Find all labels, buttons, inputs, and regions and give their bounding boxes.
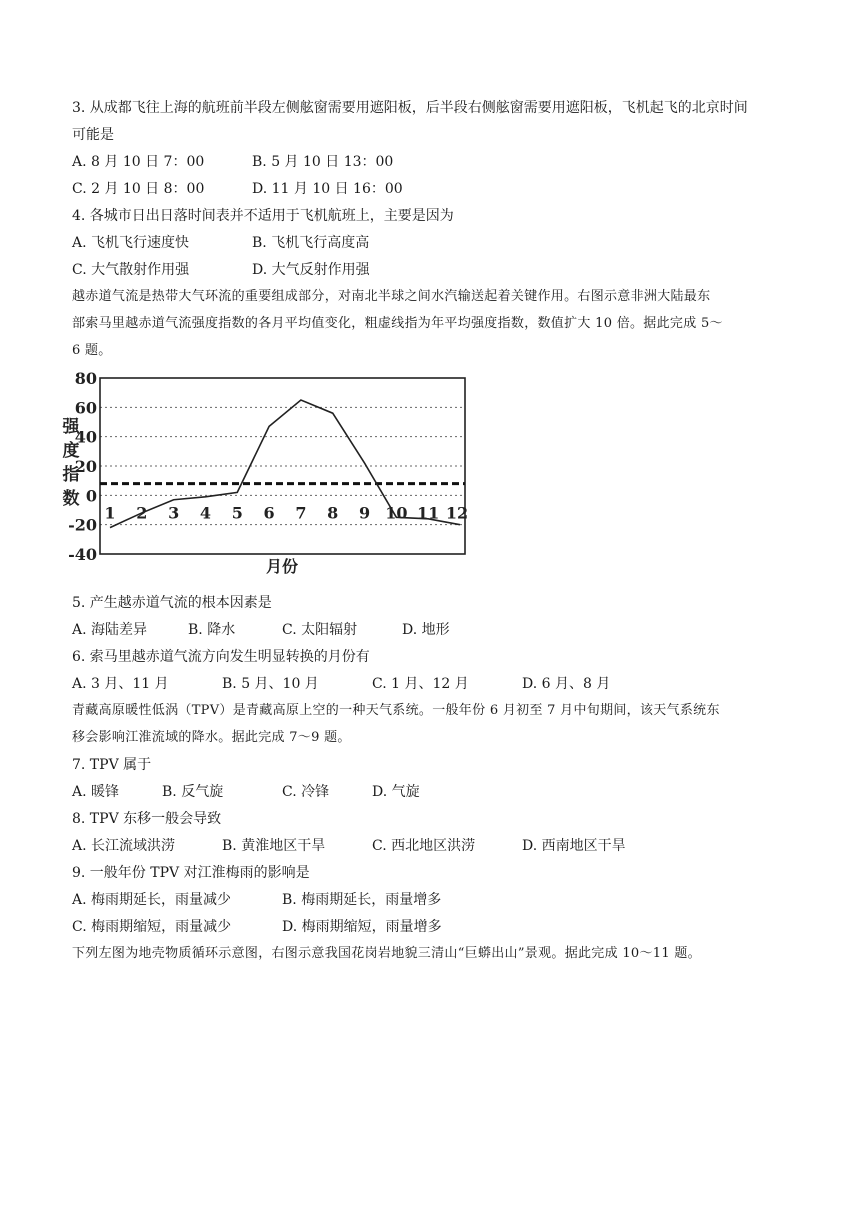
q8-option-c: C. 西北地区洪涝 (372, 838, 476, 854)
q7-option-a: A. 暖锋 (72, 784, 120, 800)
q4-option-b: B. 飞机飞行高度高 (252, 235, 370, 251)
q5-stem: 5. 产生越赤道气流的根本因素是 (72, 595, 272, 611)
x-tick-label: 4 (199, 503, 212, 523)
intro56-line3: 6 题。 (72, 343, 112, 358)
q3-option-a: A. 8 月 10 日 7：00 (72, 154, 205, 170)
intro79-line1: 青藏高原暖性低涡（TPV）是青藏高原上空的一种天气系统。一般年份 6 月初至 7 月中旬期间，该天气系统东 (72, 703, 720, 718)
q5-option-c: C. 太阳辐射 (282, 622, 358, 638)
q6-stem: 6. 索马里越赤道气流方向发生明显转换的月份有 (72, 649, 370, 665)
q6-option-a: A. 3 月、11 月 (72, 676, 169, 692)
q4-stem: 4. 各城市日出日落时间表并不适用于飞机航班上，主要是因为 (72, 208, 454, 224)
x-tick-label: 1 (104, 503, 116, 523)
x-tick-label: 3 (168, 503, 180, 523)
q9-option-d: D. 梅雨期缩短，雨量增多 (282, 919, 442, 935)
q6-option-c: C. 1 月、12 月 (372, 676, 469, 692)
q8-option-b: B. 黄淮地区干旱 (222, 838, 326, 854)
q8-option-a: A. 长江流域洪涝 (72, 838, 176, 854)
q9-option-b: B. 梅雨期延长，雨量增多 (282, 892, 442, 908)
x-tick-label: 9 (358, 503, 371, 523)
q7-stem: 7. TPV 属于 (72, 757, 152, 773)
q9-option-c: C. 梅雨期缩短，雨量减少 (72, 919, 232, 935)
y-tick-label: 60 (74, 398, 97, 418)
x-tick-label: 12 (445, 503, 469, 523)
series-line (110, 400, 460, 528)
intro56-line2: 部索马里越赤道气流强度指数的各月平均值变化，粗虚线指为年平均强度指数，数值扩大 10 倍。据此完成 5～ (72, 316, 723, 331)
y-axis-label-char: 指 (62, 465, 80, 485)
y-tick-label: -20 (68, 515, 97, 535)
q7-option-b: B. 反气旋 (162, 784, 224, 800)
y-tick-label: 20 (74, 457, 97, 476)
q5-option-d: D. 地形 (402, 622, 450, 638)
q7-option-d: D. 气旋 (372, 784, 420, 800)
intro1011-line1: 下列左图为地壳物质循环示意图，右图示意我国花岗岩地貌三清山“巨蟒出山”景观。据此完成 10～11 题。 (72, 946, 701, 961)
x-tick-label: 10 (385, 503, 408, 523)
q3-stem-line2: 可能是 (72, 127, 114, 143)
q5-option-a: A. 海陆差异 (72, 622, 148, 638)
y-tick-label: 0 (85, 486, 97, 506)
q9-option-a: A. 梅雨期延长，雨量减少 (72, 892, 232, 908)
q3-option-d: D. 11 月 10 日 16：00 (252, 181, 403, 197)
x-tick-label: 6 (263, 503, 275, 523)
y-tick-label: 40 (74, 427, 97, 447)
strength-index-chart (60, 370, 480, 585)
q8-stem: 8. TPV 东移一般会导致 (72, 811, 222, 827)
q4-option-c: C. 大气散射作用强 (72, 262, 190, 278)
q3-option-c: C. 2 月 10 日 8：00 (72, 181, 205, 197)
y-axis-label-char: 数 (62, 489, 80, 509)
y-axis-label-char: 强 (62, 417, 80, 437)
intro56-line1: 越赤道气流是热带大气环流的重要组成部分，对南北半球之间水汽输送起着关键作用。右图示意非洲大陆最东 (72, 289, 711, 304)
x-axis-label: 月份 (265, 557, 299, 576)
x-tick-label: 8 (327, 503, 339, 523)
x-tick-label: 11 (417, 503, 440, 523)
x-tick-label: 5 (231, 503, 243, 523)
y-tick-label: 80 (74, 370, 97, 388)
q7-option-c: C. 冷锋 (282, 784, 330, 800)
y-tick-label: -40 (68, 545, 97, 564)
q4-option-a: A. 飞机飞行速度快 (72, 235, 190, 251)
q8-option-d: D. 西南地区干旱 (522, 838, 626, 854)
q6-option-d: D. 6 月、8 月 (522, 676, 611, 692)
q4-option-d: D. 大气反射作用强 (252, 262, 370, 278)
x-tick-label: 7 (295, 503, 307, 523)
intro79-line2: 移会影响江淮流域的降水。据此完成 7～9 题。 (72, 730, 351, 745)
y-axis-label-char: 度 (62, 441, 80, 461)
q9-stem: 9. 一般年份 TPV 对江淮梅雨的影响是 (72, 865, 310, 881)
q3-option-b: B. 5 月 10 日 13：00 (252, 154, 394, 170)
q5-option-b: B. 降水 (188, 622, 236, 638)
x-tick-label: 2 (136, 503, 148, 523)
q3-stem-line1: 3. 从成都飞往上海的航班前半段左侧舷窗需要用遮阳板，后半段右侧舷窗需要用遮阳板，飞机起飞的北京时间 (72, 100, 748, 116)
q6-option-b: B. 5 月、10 月 (222, 676, 319, 692)
